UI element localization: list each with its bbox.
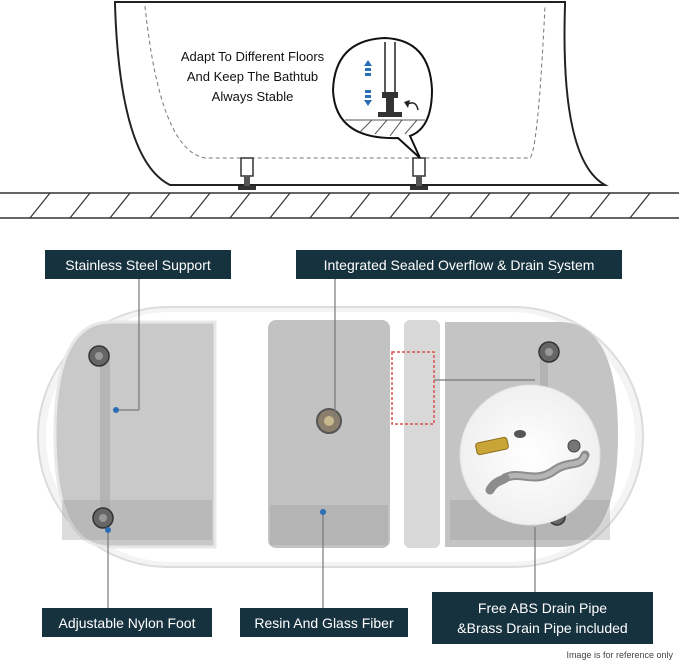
callout-line-3: Always Stable bbox=[211, 89, 294, 104]
label-adjustable-nylon-foot bbox=[42, 608, 212, 637]
floor-hatch bbox=[0, 193, 679, 218]
label-stainless-steel-support bbox=[45, 250, 231, 279]
stability-callout bbox=[165, 47, 340, 107]
label-overflow-drain-system bbox=[296, 250, 622, 279]
label-text-line-1: Free ABS Drain Pipe bbox=[477, 600, 608, 616]
label-resin-glass-fiber bbox=[240, 608, 408, 637]
nylon-foot-top-left bbox=[89, 346, 109, 366]
pointer-dot-foot bbox=[105, 527, 111, 533]
label-text-line-2: &Brass Drain Pipe included bbox=[457, 620, 628, 636]
callout-line-1: Adapt To Different Floors bbox=[180, 49, 325, 64]
pointer-dot-resin bbox=[320, 509, 326, 515]
callout-line-2: And Keep The Bathtub bbox=[186, 69, 319, 84]
nylon-foot-bottom-left bbox=[93, 508, 113, 528]
label-text: Stainless Steel Support bbox=[65, 256, 211, 273]
nylon-foot-top-right bbox=[539, 342, 559, 362]
label-text: Adjustable Nylon Foot bbox=[58, 614, 196, 631]
label-text: Resin And Glass Fiber bbox=[254, 614, 394, 631]
pointer-dot-support bbox=[113, 407, 119, 413]
reference-footnote: Image is for reference only bbox=[566, 650, 673, 660]
label-drain-pipe bbox=[432, 592, 653, 644]
drain-icon bbox=[317, 409, 341, 433]
drain-pipe-inset bbox=[460, 385, 600, 525]
label-text: Integrated Sealed Overflow & Drain System bbox=[323, 256, 595, 273]
